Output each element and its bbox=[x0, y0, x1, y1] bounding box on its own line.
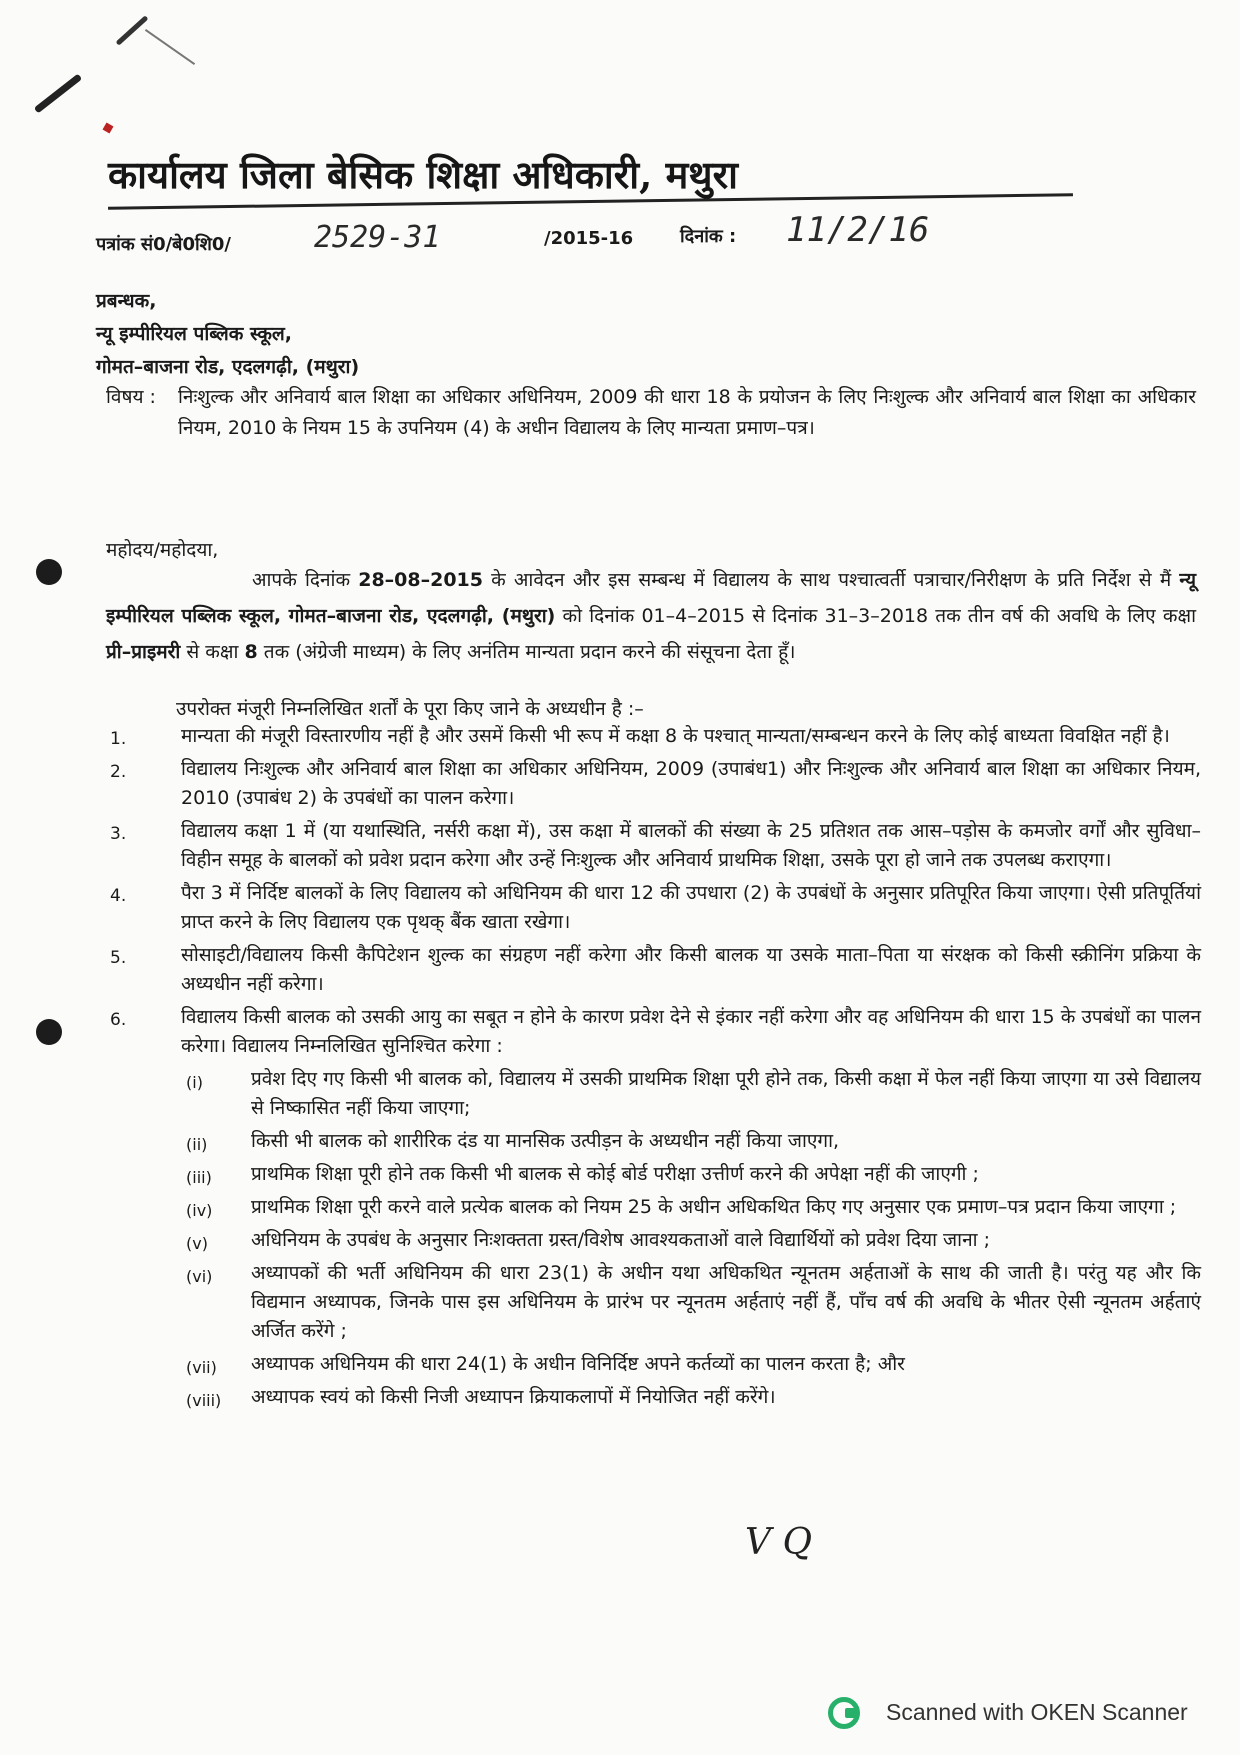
pen-mark bbox=[115, 15, 148, 45]
punch-hole bbox=[36, 1019, 62, 1045]
sub-number: (ii) bbox=[186, 1135, 208, 1154]
sub-text: प्रवेश दिए गए किसी भी बालक को, विद्यालय में उसकी प्राथमिक शिक्षा पूरी होने तक, किसी कक्षा में फेल नहीं किया जाएगा या उसे विद्यालय से निष्कासित नहीं किया जाएगा; bbox=[251, 1068, 1201, 1119]
subject-label: विषय : bbox=[106, 386, 156, 408]
condition-text: विद्यालय निःशुल्क और अनिवार्य बाल शिक्षा का अधिकार अधिनियम, 2009 (उपाबंध1) और निःशुल्क और अनिवार्य बाल शिक्षा का अधिकार नियम, 2010 (उपाबंध 2) के उपबंधों का पालन करेगा। bbox=[181, 758, 1201, 809]
sub-text: प्राथमिक शिक्षा पूरी करने वाले प्रत्येक बालक को नियम 25 के अधीन अधिकथित किए गए अनुसार एक प्रमाण–पत्र प्रदान किया जाएगा ; bbox=[251, 1196, 1177, 1218]
sub-number: (iii) bbox=[186, 1168, 212, 1187]
scanner-watermark-text: Scanned with OKEN Scanner bbox=[886, 1699, 1188, 1725]
conditions-list bbox=[106, 722, 1201, 1416]
ref-number: 2529-31 bbox=[314, 220, 441, 255]
office-title: कार्यालय जिला बेसिक शिक्षा अधिकारी, मथुरा bbox=[108, 152, 738, 197]
condition-text: विद्यालय कक्षा 1 में (या यथास्थिति, नर्सरी कक्षा में), उस कक्षा में बालकों की संख्या के 25 प्रतिशत तक आस–पड़ोस के कमजोर वर्गों और सुविधा–विहीन समूह के बालकों को प्रवेश प्रदान करेगा और उन्हें निःशुल्क और अनिवार्य प्राथमिक शिक्षा, उसके पूरा हो जाने तक उपलब्ध कराएगा। bbox=[181, 820, 1201, 871]
condition-number: 6. bbox=[110, 1010, 127, 1030]
sub-condition bbox=[106, 1127, 1201, 1156]
subject-block bbox=[106, 382, 1196, 444]
condition-item bbox=[106, 1003, 1201, 1061]
addressee-block bbox=[96, 285, 359, 384]
sub-condition bbox=[106, 1160, 1201, 1189]
sub-text: अधिनियम के उपबंध के अनुसार निःशक्तता ग्रस्त/विशेष आवश्यकताओं वाले विद्यार्थियों को प्रवेश दिया जाना ; bbox=[251, 1229, 990, 1251]
salutation: महोदय/महोदया, bbox=[106, 539, 219, 561]
text-run: को दिनांक 01–4–2015 से दिनांक 31–3–2018 तक तीन वर्ष की अवधि के लिए कक्षा bbox=[555, 605, 1196, 627]
sub-number: (viii) bbox=[186, 1391, 222, 1410]
sub-condition bbox=[106, 1065, 1201, 1123]
text-run: आपके दिनांक bbox=[252, 569, 359, 591]
sub-text: अध्यापक स्वयं को किसी निजी अध्यापन क्रियाकलापों में नियोजित नहीं करेंगे। bbox=[251, 1386, 776, 1408]
application-date: 28–08–2015 bbox=[358, 569, 483, 591]
pen-mark bbox=[34, 74, 82, 114]
sub-number: (vii) bbox=[186, 1358, 217, 1377]
class-from: प्री–प्राइमरी bbox=[106, 641, 181, 663]
school-name: न्यू इम्पीरियल पब्लिक स्कूल, गोमत–बाजना रोड, एदलगढ़ी, (मथुरा) bbox=[106, 569, 1196, 627]
sub-number: (i) bbox=[186, 1073, 203, 1092]
sub-number: (vi) bbox=[186, 1267, 213, 1286]
addressee-line: प्रबन्धक, bbox=[96, 290, 157, 312]
condition-item bbox=[106, 722, 1201, 751]
condition-text: विद्यालय किसी बालक को उसकी आयु का सबूत न होने के कारण प्रवेश देने से इंकार नहीं करेगा और वह अधिनियम की धारा 15 के उपबंधों का पालन करेगा। विद्यालय निम्नलिखित सुनिश्चित करेगा : bbox=[181, 1006, 1201, 1057]
condition-text: पैरा 3 में निर्दिष्ट बालकों के लिए विद्यालय को अधिनियम की धारा 12 की उपधारा (2) के उपबंधों के अनुसार प्रतिपूरित किया जाएगा। ऐसी प्रतिपूर्तियां प्राप्त करने के लिए विद्यालय एक पृथक् बैंक खाता रखेगा। bbox=[181, 882, 1201, 933]
sub-text: प्राथमिक शिक्षा पूरी होने तक किसी भी बालक से कोई बोर्ड परीक्षा उत्तीर्ण करने की अपेक्षा नहीं की जाएगी ; bbox=[251, 1163, 979, 1185]
sub-number: (iv) bbox=[186, 1201, 213, 1220]
sub-condition bbox=[106, 1259, 1201, 1346]
sub-text: अध्यापक अधिनियम की धारा 24(1) के अधीन विनिर्दिष्ट अपने कर्तव्यों का पालन करता है; और bbox=[251, 1353, 905, 1375]
condition-number: 1. bbox=[110, 729, 127, 749]
handwritten-initials: V Q bbox=[745, 1522, 812, 1563]
sub-condition bbox=[106, 1383, 1201, 1412]
sub-number: (v) bbox=[186, 1234, 208, 1253]
red-mark bbox=[103, 123, 114, 134]
date-label: दिनांक : bbox=[680, 226, 737, 247]
punch-hole bbox=[36, 559, 62, 585]
sub-condition bbox=[106, 1193, 1201, 1222]
condition-number: 2. bbox=[110, 762, 127, 782]
class-to: 8 bbox=[244, 641, 258, 663]
condition-text: मान्यता की मंजूरी विस्तारणीय नहीं है और उसमें किसी भी रूप में कक्षा 8 के पश्चात् मान्यता/सम्बन्धन करने के लिए कोई बाध्यता विवक्षित नहीं है। bbox=[181, 725, 1170, 747]
intro-paragraph bbox=[106, 562, 1196, 670]
sub-condition bbox=[106, 1350, 1201, 1379]
scanner-logo-icon bbox=[828, 1697, 860, 1729]
scanner-watermark bbox=[828, 1693, 1228, 1733]
condition-number: 5. bbox=[110, 948, 127, 968]
condition-item bbox=[106, 817, 1201, 875]
condition-number: 3. bbox=[110, 824, 127, 844]
ref-year: /2015-16 bbox=[544, 228, 634, 249]
text-run: से कक्षा bbox=[180, 641, 245, 663]
conditions-intro: उपरोक्त मंजूरी निम्नलिखित शर्तों के पूरा किए जाने के अध्यधीन है :– bbox=[176, 698, 644, 720]
text-run: के आवेदन और इस सम्बन्ध में विद्यालय के साथ पश्चात्वर्ती पत्राचार/निरीक्षण के प्रति निर्देश से मैं bbox=[482, 569, 1180, 591]
addressee-line: न्यू इम्पीरियल पब्लिक स्कूल, bbox=[96, 323, 293, 345]
text-run: तक (अंग्रेजी माध्यम) के लिए अनंतिम मान्यता प्रदान करने की संसूचना देता हूँ। bbox=[257, 641, 796, 663]
sub-text: अध्यापकों की भर्ती अधिनियम की धारा 23(1) के अधीन यथा अधिकथित न्यूनतम अर्हताओं के साथ की जाती है। परंतु यह और कि विद्यमान अध्यापक, जिनके पास इस अधिनियम के प्रारंभ पर न्यूनतम अर्हताएं नहीं हैं, पाँच वर्ष की अवधि के भीतर ऐसी न्यूनतम अर्हताएं अर्जित करेंगे ; bbox=[251, 1262, 1201, 1342]
condition-item bbox=[106, 879, 1201, 937]
addressee-line: गोमत–बाजना रोड, एदलगढ़ी, (मथुरा) bbox=[96, 356, 360, 378]
condition-item bbox=[106, 755, 1201, 813]
reference-line bbox=[96, 210, 996, 266]
sub-text: किसी भी बालक को शारीरिक दंड या मानसिक उत्पीड़न के अध्यधीन नहीं किया जाएगा, bbox=[251, 1130, 840, 1152]
ref-prefix: पत्रांक सं0/बे0शि0/ bbox=[96, 234, 231, 255]
date-value: 11/2/16 bbox=[786, 210, 930, 250]
subject-text: निःशुल्क और अनिवार्य बाल शिक्षा का अधिकार अधिनियम, 2009 की धारा 18 के प्रयोजन के लिए निःशुल्क और अनिवार्य बाल शिक्षा का अधिकार नियम, 2010 के नियम 15 के उपनियम (4) के अधीन विद्यालय के लिए मान्यता प्रमाण–पत्र। bbox=[178, 386, 1196, 439]
sub-condition bbox=[106, 1226, 1201, 1255]
pen-mark bbox=[145, 29, 195, 65]
condition-number: 4. bbox=[110, 886, 127, 906]
condition-text: सोसाइटी/विद्यालय किसी कैपिटेशन शुल्क का संग्रहण नहीं करेगा और किसी बालक या उसके माता–पिता या संरक्षक को किसी स्क्रीनिंग प्रक्रिया के अध्यधीन नहीं करेगा। bbox=[181, 944, 1201, 995]
condition-item bbox=[106, 941, 1201, 999]
